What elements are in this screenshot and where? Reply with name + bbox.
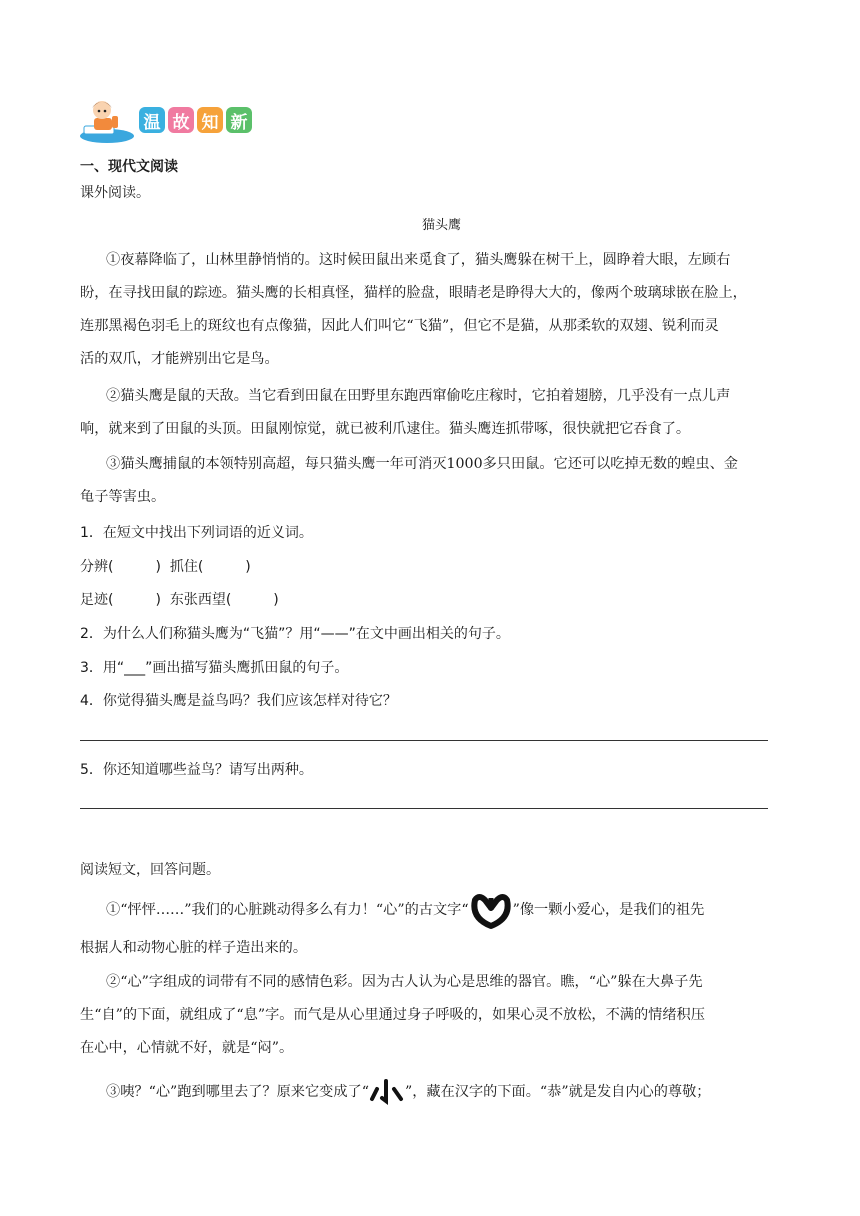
passage-2-line-1 [106, 888, 704, 932]
ancient-heart-glyph-icon [469, 890, 513, 930]
passage-2-paragraph-2 [80, 966, 780, 1065]
article-title: 猫头鹰 [422, 218, 462, 233]
paragraph-line: ①夜幕降临了，山林里静悄悄的。这时候田鼠出来觅食了，猫头鹰躲在树干上，圆睁着大眼，左顾右 [106, 252, 731, 268]
badge-wen: 温 [139, 107, 165, 133]
passage-2-text: ①“怦怦……”我们的心脏跳动得多么有力！“心”的古文字“ [106, 902, 469, 918]
passage-2-text: ”，藏在汉字的下面。“恭”就是发自内心的尊敬； [404, 1084, 711, 1100]
paragraph-line: 龟子等害虫。 [80, 489, 166, 505]
badge-gu: 故 [168, 107, 194, 133]
question-1: 1．在短文中找出下列词语的近义词。 [80, 525, 313, 541]
answer-line-4[interactable] [80, 740, 768, 741]
question-4: 4．你觉得猫头鹰是益鸟吗？我们应该怎样对待它？ [80, 693, 397, 709]
student-reading-icon [78, 96, 136, 144]
article-paragraph-3 [80, 448, 780, 514]
paragraph-line: ②“心”字组成的词带有不同的感情色彩。因为古人认为心是思维的器官。瞧，“心”躲在大鼻子先 [106, 974, 703, 990]
badge-xin: 新 [226, 107, 252, 133]
passage-2-text: ”像一颗小爱心，是我们的祖先 [512, 902, 705, 918]
passage-2-text: ③咦？“心”跑到哪里去了？原来它变成了“ [106, 1084, 369, 1100]
badge-zhi: 知 [197, 107, 223, 133]
passage-2-paragraph-3 [106, 1072, 710, 1112]
paragraph-line: ③猫头鹰捕鼠的本领特别高超，每只猫头鹰一年可消灭1000多只田鼠。它还可以吃掉无数的蝗虫、金 [106, 456, 738, 472]
paragraph-line: 生“自”的下面，就组成了“息”字。而气是从心里通过身子呼吸的，如果心灵不放松，不满的情绪积压 [80, 1007, 705, 1023]
paragraph-line: 连那黑褐色羽毛上的斑纹也有点像猫，因此人们叫它“飞猫”，但它不是猫，从那柔软的双翅、锐利而灵 [80, 318, 719, 334]
question-2: 2．为什么人们称猫头鹰为“飞猫”？用“——”在文中画出相关的句子。 [80, 626, 510, 642]
answer-line-5[interactable] [80, 808, 768, 809]
paragraph-line: 在心中，心情就不好，就是“闷”。 [80, 1040, 294, 1056]
passage-2-intro: 阅读短文，回答问题。 [80, 862, 220, 878]
reading-intro: 课外阅读。 [80, 185, 150, 201]
passage-2-line-2: 根据人和动物心脏的样子造出来的。 [80, 940, 308, 956]
question-3: 3．用“___”画出描写猫头鹰抓田鼠的句子。 [80, 660, 349, 676]
section-header [78, 96, 252, 144]
paragraph-line: 盼，在寻找田鼠的踪迹。猫头鹰的长相真怪，猫样的脸盘，眼睛老是睁得大大的，像两个玻璃球嵌在脸上， [80, 285, 747, 301]
paragraph-line: 响，就来到了田鼠的头顶。田鼠刚惊觉，就已被利爪逮住。猫头鹰连抓带啄，很快就把它吞食了。 [80, 421, 691, 437]
heart-radical-glyph-icon [369, 1077, 405, 1107]
question-1-row-2: 足迹( ) 东张西望( ) [80, 592, 279, 608]
question-1-row-1: 分辨( ) 抓住( ) [80, 559, 251, 575]
paragraph-line: ②猫头鹰是鼠的天敌。当它看到田鼠在田野里东跑西窜偷吃庄稼时，它拍着翅膀，几乎没有一点儿声 [106, 388, 731, 404]
question-5: 5．你还知道哪些益鸟？请写出两种。 [80, 762, 313, 778]
paragraph-line: 活的双爪，才能辨别出它是鸟。 [80, 351, 279, 367]
section-title: 一、现代文阅读 [80, 159, 178, 175]
article-paragraph-1 [80, 244, 780, 376]
article-paragraph-2 [80, 380, 780, 446]
